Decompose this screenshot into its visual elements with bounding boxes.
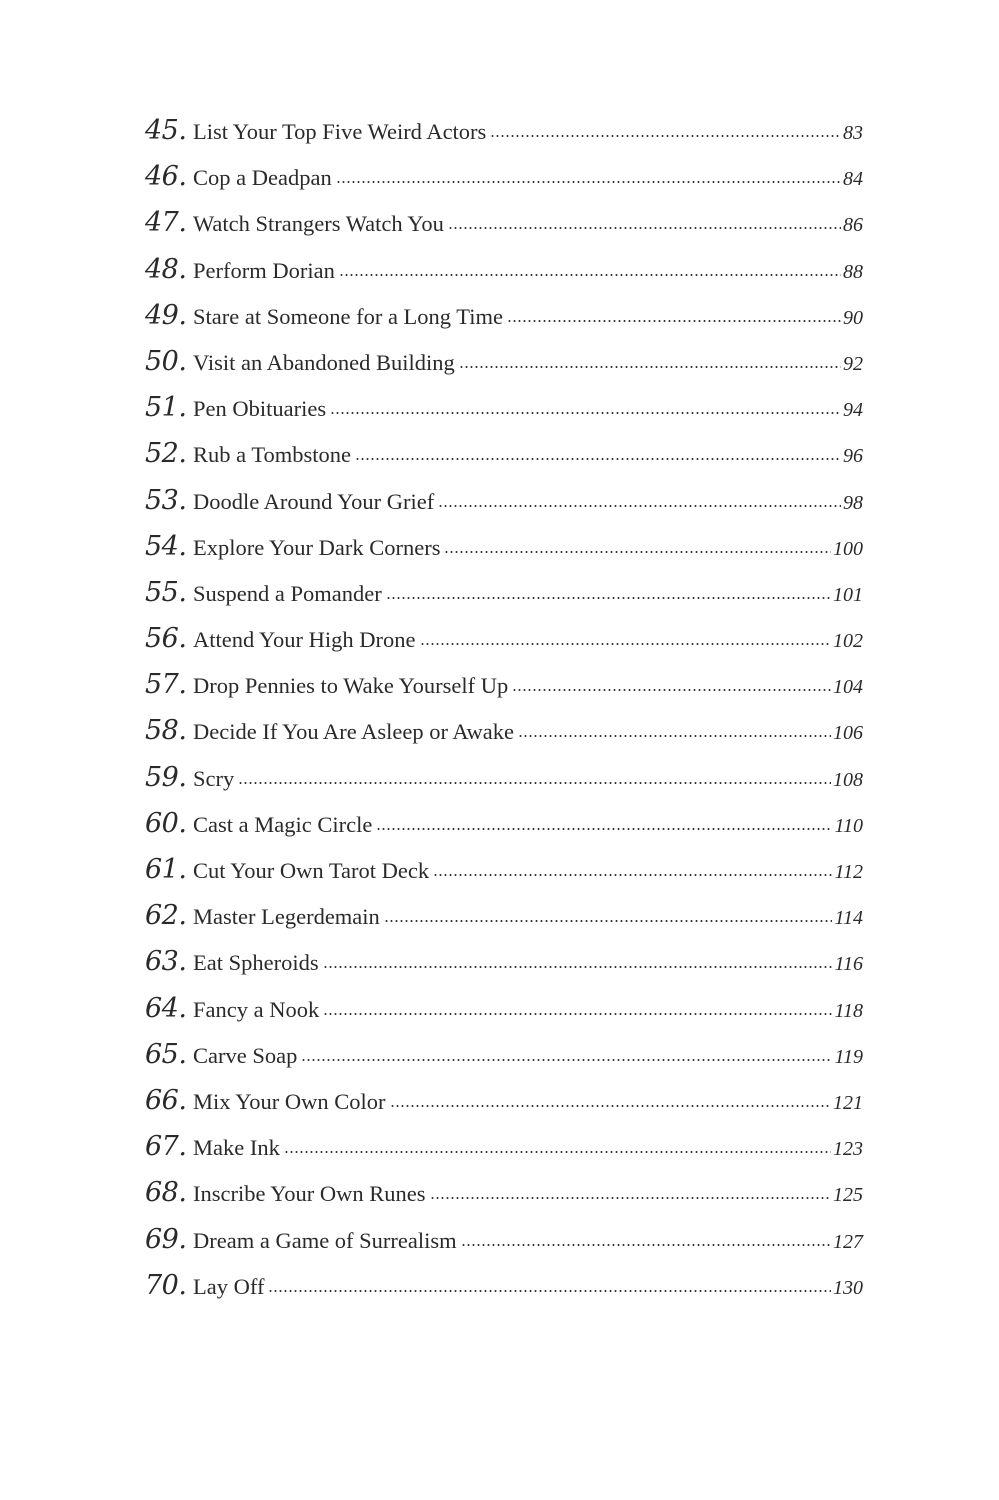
toc-entry-page-number: 123: [833, 1138, 863, 1161]
toc-entry-title: Drop Pennies to Wake Yourself Up: [193, 673, 509, 699]
toc-entry-title: Scry: [193, 765, 235, 791]
dot-leader: [376, 828, 832, 830]
toc-entry-page-number: 108: [833, 768, 863, 791]
toc-entry-title: Eat Spheroids: [193, 950, 319, 976]
toc-entry-title: List Your Top Five Weird Actors: [193, 119, 487, 144]
dot-leader: [430, 1197, 832, 1199]
table-of-contents: [145, 115, 863, 1316]
toc-entry-number: 57.: [145, 669, 187, 701]
toc-entry-number: 52.: [145, 438, 187, 470]
toc-entry-number: 53.: [145, 484, 187, 516]
toc-entry-page-number: 121: [833, 1091, 863, 1114]
toc-entry-number: 46.: [145, 161, 187, 193]
toc-entry-title: Suspend a Pomander: [193, 580, 382, 606]
toc-entry-title: Visit an Abandoned Building: [193, 349, 455, 375]
toc-entry[interactable]: [145, 115, 863, 161]
toc-entry-page-number: 119: [834, 1045, 863, 1068]
dot-leader: [323, 966, 833, 968]
toc-entry-number: 61.: [145, 854, 187, 885]
toc-entry[interactable]: [145, 161, 863, 207]
toc-entry-number: 47.: [145, 207, 187, 239]
toc-entry-number: 58.: [145, 715, 187, 747]
toc-entry-page-number: 102: [833, 630, 863, 653]
toc-entry-title: Mix Your Own Color: [193, 1088, 386, 1114]
dot-leader: [438, 505, 841, 507]
toc-entry-page-number: 88: [843, 260, 863, 283]
toc-entry[interactable]: [145, 1039, 863, 1085]
toc-entry-number: 69.: [145, 1223, 187, 1255]
toc-entry[interactable]: [145, 438, 863, 484]
toc-entry-page-number: 100: [833, 537, 863, 560]
toc-entry-title: Cut Your Own Tarot Deck: [193, 858, 430, 883]
toc-entry-number: 48.: [145, 253, 187, 285]
dot-leader: [444, 551, 831, 553]
toc-entry-number: 56.: [145, 623, 187, 655]
toc-entry-title: Attend Your High Drone: [193, 627, 416, 653]
toc-entry-number: 62.: [145, 900, 187, 932]
toc-entry[interactable]: [145, 1224, 863, 1270]
toc-entry-title: Decide If You Are Asleep or Awake: [193, 719, 514, 745]
toc-entry-page-number: 101: [833, 583, 863, 606]
toc-entry-number: 60.: [145, 807, 187, 839]
dot-leader: [459, 366, 841, 368]
dot-leader: [330, 412, 841, 414]
dot-leader: [355, 458, 841, 460]
toc-entry-page-number: 86: [843, 214, 863, 237]
dot-leader: [507, 320, 841, 322]
toc-entry[interactable]: [145, 1177, 863, 1223]
dot-leader: [448, 227, 841, 229]
dot-leader: [336, 181, 841, 183]
toc-entry[interactable]: [145, 207, 863, 253]
toc-entry-page-number: 116: [834, 953, 863, 976]
toc-entry-page-number: 96: [843, 445, 863, 468]
toc-entry-number: 50.: [145, 345, 187, 377]
toc-entry-title: Lay Off: [193, 1273, 265, 1299]
dot-leader: [386, 597, 831, 599]
toc-entry-title: Carve Soap: [193, 1042, 298, 1068]
toc-entry[interactable]: [145, 854, 863, 900]
toc-entry[interactable]: [145, 577, 863, 623]
toc-entry-title: Cast a Magic Circle: [193, 811, 373, 837]
toc-entry[interactable]: [145, 392, 863, 438]
toc-entry-title: Inscribe Your Own Runes: [193, 1181, 426, 1207]
dot-leader: [433, 874, 832, 876]
dot-leader: [461, 1244, 831, 1246]
toc-entry-title: Doodle Around Your Grief: [193, 488, 435, 514]
toc-entry-page-number: 112: [834, 861, 863, 883]
toc-entry-page-number: 83: [843, 122, 863, 144]
dot-leader: [490, 135, 841, 137]
toc-entry[interactable]: [145, 900, 863, 946]
toc-entry-page-number: 106: [833, 722, 863, 745]
toc-entry-page-number: 98: [843, 491, 863, 514]
toc-entry-title: Stare at Someone for a Long Time: [193, 303, 503, 329]
dot-leader: [301, 1059, 832, 1061]
toc-entry-page-number: 114: [834, 907, 863, 930]
toc-entry-title: Perform Dorian: [193, 257, 335, 283]
toc-entry-number: 59.: [145, 761, 187, 793]
toc-entry[interactable]: [145, 1270, 863, 1316]
toc-entry[interactable]: [145, 1085, 863, 1131]
toc-entry-page-number: 84: [843, 168, 863, 191]
toc-entry-title: Dream a Game of Surrealism: [193, 1227, 457, 1253]
dot-leader: [238, 782, 831, 784]
toc-entry-page-number: 118: [834, 999, 863, 1022]
dot-leader: [339, 274, 841, 276]
toc-entry-number: 70.: [145, 1269, 187, 1301]
toc-entry-number: 67.: [145, 1131, 187, 1163]
toc-entry-page-number: 92: [843, 352, 863, 375]
toc-entry[interactable]: [145, 254, 863, 300]
toc-entry-number: 65.: [145, 1038, 187, 1070]
toc-entry-title: Master Legerdemain: [193, 904, 380, 930]
toc-entry-number: 64.: [145, 992, 187, 1024]
toc-entry[interactable]: [145, 993, 863, 1039]
dot-leader: [420, 643, 832, 645]
toc-entry[interactable]: [145, 669, 863, 715]
toc-entry[interactable]: [145, 808, 863, 854]
toc-entry[interactable]: [145, 715, 863, 761]
toc-entry-number: 66.: [145, 1084, 187, 1116]
toc-entry-page-number: 125: [833, 1184, 863, 1207]
toc-entry-title: Explore Your Dark Corners: [193, 534, 441, 560]
dot-leader: [512, 689, 831, 691]
toc-entry[interactable]: [145, 1131, 863, 1177]
toc-entry-number: 51.: [145, 392, 187, 424]
toc-entry[interactable]: [145, 346, 863, 392]
toc-entry[interactable]: [145, 623, 863, 669]
toc-entry-title: Rub a Tombstone: [193, 442, 352, 468]
toc-entry-number: 55.: [145, 576, 187, 608]
toc-entry-title: Pen Obituaries: [193, 396, 327, 422]
toc-entry-number: 68.: [145, 1177, 187, 1209]
toc-entry-page-number: 90: [843, 306, 863, 329]
toc-entry-title: Cop a Deadpan: [193, 165, 332, 191]
toc-entry-page-number: 130: [833, 1276, 863, 1299]
toc-entry-page-number: 104: [833, 676, 863, 699]
dot-leader: [268, 1290, 831, 1292]
toc-entry-number: 63.: [145, 946, 187, 978]
toc-entry-title: Fancy a Nook: [193, 996, 320, 1022]
dot-leader: [518, 735, 831, 737]
toc-entry-number: 49.: [145, 299, 187, 331]
toc-entry-title: Watch Strangers Watch You: [193, 211, 444, 237]
toc-entry[interactable]: [145, 946, 863, 992]
toc-entry-page-number: 110: [834, 814, 863, 837]
dot-leader: [284, 1151, 831, 1153]
toc-entry[interactable]: [145, 531, 863, 577]
toc-entry[interactable]: [145, 300, 863, 346]
toc-entry-page-number: 94: [843, 399, 863, 422]
dot-leader: [384, 920, 833, 922]
toc-entry[interactable]: [145, 762, 863, 808]
dot-leader: [390, 1105, 831, 1107]
toc-entry[interactable]: [145, 485, 863, 531]
toc-entry-page-number: 127: [833, 1230, 863, 1253]
toc-entry-number: 54.: [145, 530, 187, 562]
toc-entry-number: 45.: [145, 115, 187, 146]
toc-entry-title: Make Ink: [193, 1135, 280, 1161]
dot-leader: [323, 1013, 832, 1015]
